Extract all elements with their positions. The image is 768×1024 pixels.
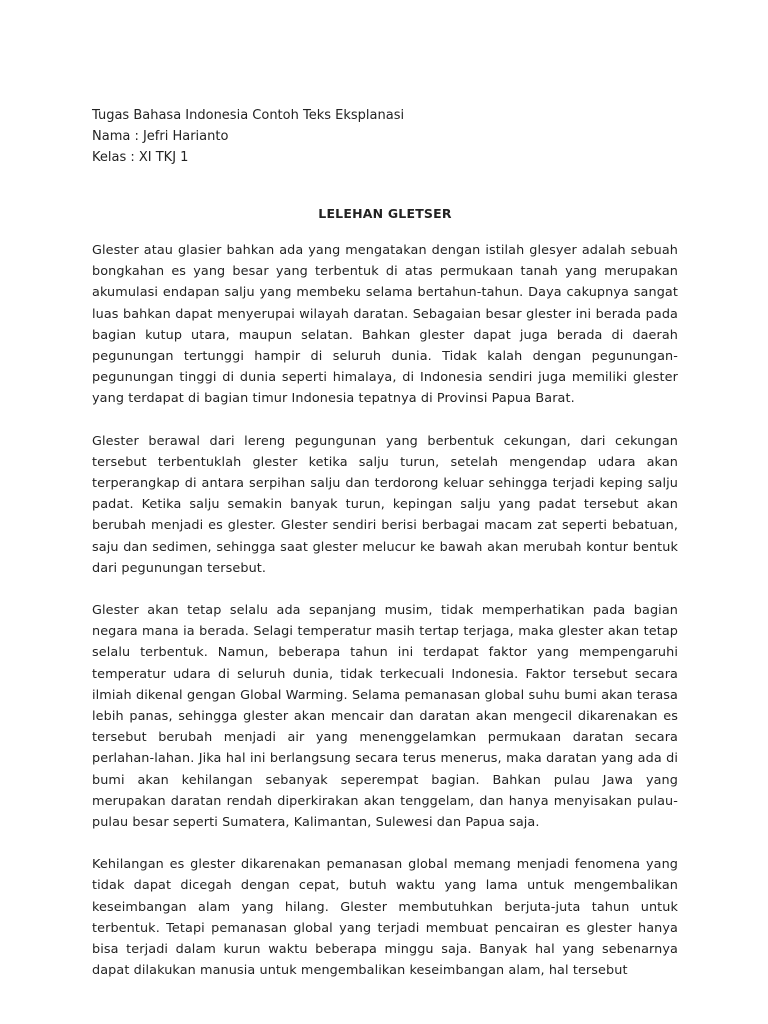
document-title: LELEHAN GLETSER xyxy=(318,206,452,221)
paragraph-4: Kehilangan es glester dikarenakan pemanasan global memang menjadi fenomena yang tidak dapat dicegah dengan cepat, butuh waktu yang lama untuk mengembalikan keseimbangan alam yang hilang. Glester membutuhkan berjuta-juta tahun untuk terbentuk. Tetapi pemanasan global yang terjadi membuat pencairan es glester hanya bisa terjadi dalam kurun waktu beberapa minggu saja. Banyak hal yang sebenarnya dapat dilakukan manusia untuk mengembalikan keseimbangan alam, hal tersebut xyxy=(92,857,678,979)
paragraph-1: Glester atau glasier bahkan ada yang mengatakan dengan istilah glesyer adalah sebuah bongkahan es yang besar yang terbentuk di atas permukaan tanah yang merupakan akumulasi endapan salju yang membeku selama bertahun-tahun. Daya cakupnya sangat luas bahkan dapat menyerupai wilayah daratan. Sebagaian besar glester ini berada pada bagian kutup utara, maupun selatan. Bahkan glester dapat juga berada di daerah pegunungan tertunggi hampir di seluruh dunia. Tidak kalah dengan pegunungan-pegunungan tinggi di dunia seperti himalaya, di Indonesia sendiri juga memiliki glester yang terdapat di bagian timur Indonesia tepatnya di Provinsi Papua Barat. xyxy=(92,243,678,407)
paragraph-2: Glester berawal dari lereng pegungunan yang berbentuk cekungan, dari cekungan tersebut terbentuklah glester ketika salju turun, setelah mengendap udara akan terperangkap di antara serpihan salju dan terdorong keluar sehingga terjadi keping salju padat. Ketika salju semakin banyak turun, kepingan salju yang padat tersebut akan berubah menjadi es glester. Glester sendiri berisi berbagai macam zat seperti bebatuan, saju dan sedimen, sehingga saat glester melucur ke bawah akan merubah kontur bentuk dari pegunungan tersebut. xyxy=(92,433,678,576)
assignment-title: Tugas Bahasa Indonesia Contoh Teks Eksplanasi xyxy=(92,108,405,123)
paragraph-3: Glester akan tetap selalu ada sepanjang musim, tidak memperhatikan pada bagian negara mana ia berada. Selagi temperatur masih tertap terjaga, maka glester akan tetap selalu terbentuk. Namun, beberapa tahun ini terdapat faktor yang mempengaruhi temperatur udara di seluruh dunia, tidak terkecuali Indonesia. Faktor tersebut secara ilmiah dikenal gengan Global Warming. Selama pemanasan global suhu bumi akan terasa lebih panas, sehingga glester akan mencair dan daratan akan mengecil dikarenakan es tersebut berubah menjadi air yang menenggelamkan permukaan daratan secara perlahan-lahan. Jika hal ini berlangsung secara terus menerus, maka daratan yang ada di bumi akan kehilangan sebanyak seperempat bagian. Bahkan pulau Jawa yang merupakan daratan rendah diperkirakan akan tenggelam, dan hanya menyisakan pulau-pulau besar seperti Sumatera, Kalimantan, Sulewesi dan Papua saja. xyxy=(92,603,678,831)
student-name: Nama : Jefri Harianto xyxy=(92,129,229,144)
student-class: Kelas : XI TKJ 1 xyxy=(92,150,189,165)
